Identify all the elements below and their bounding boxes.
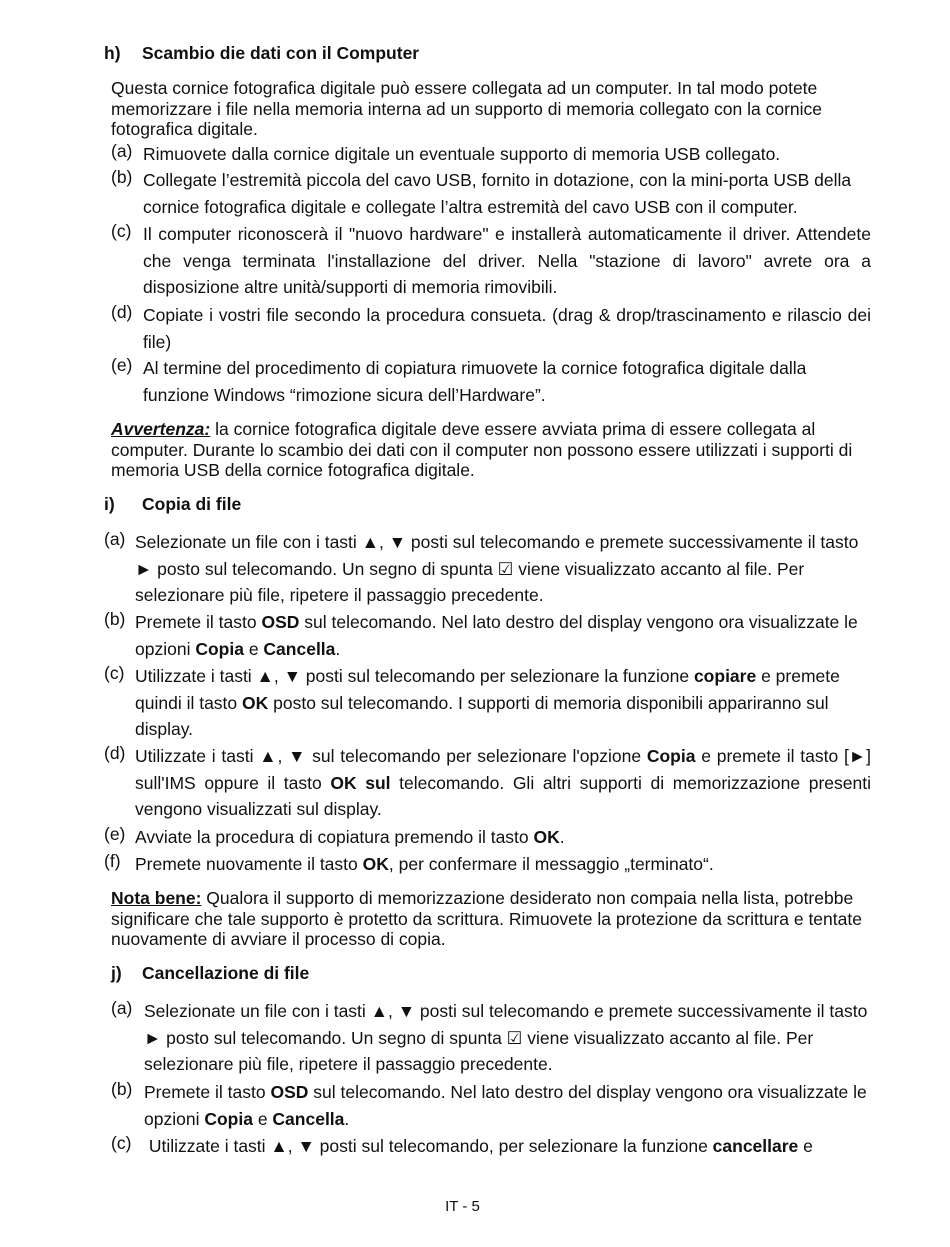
list-item-label: (e) <box>104 824 126 844</box>
note-text: Qualora il supporto di memorizzazione desiderato non compaia nella lista, potrebbe significare che tale supporto è protetto da scrittura. Rimuovete la protezione da scrittura e tentate nuovamente di avviare il processo di copia. <box>111 888 862 949</box>
list-item-label: (d) <box>104 743 126 763</box>
list-item-text: Utilizzate i tasti ▲, ▼ sul telecomando per selezionare l'opzione Copia e premete il tasto [►] sull'IMS oppure il tasto OK sul telecomando. Gli altri supporti di memorizzazione presenti vengono visualizzati sul display. <box>135 746 872 819</box>
list-item-text: Rimuovete dalla cornice digitale un eventuale supporto di memoria USB collegato. <box>143 144 781 164</box>
section-h-letter: h) <box>104 43 121 63</box>
list-item-text: Copiate i vostri file secondo la procedura consueta. (drag & drop/trascinamento e rilascio dei file) <box>143 305 871 352</box>
list-item-text: Premete il tasto OSD sul telecomando. Nel lato destro del display vengono ora visualizzate le opzioni Copia e Cancella. <box>135 612 858 659</box>
section-j-title: Cancellazione di file <box>142 963 310 983</box>
list-item-text: Collegate l’estremità piccola del cavo USB, fornito in dotazione, con la mini-porta USB della cornice fotografica digitale e collegate l’altra estremità del cavo USB con il computer. <box>143 170 852 217</box>
list-item-text: Il computer riconoscerà il "nuovo hardware" e installerà automaticamente il driver. Attendete che venga terminata l'installazione del driver. Nella "stazione di lavoro" avrete ora a disposizione altre unità/supporti di memoria rimovibili. <box>143 224 871 297</box>
section-j-letter: j) <box>111 963 122 983</box>
list-item-label: (b) <box>104 609 126 629</box>
list-item-label: (c) <box>104 663 125 683</box>
warning-label: Avvertenza: <box>111 419 211 439</box>
list-item-text: Utilizzate i tasti ▲, ▼ posti sul telecomando, per selezionare la funzione cancellare e <box>144 1136 813 1156</box>
list-item-text: Premete nuovamente il tasto OK, per confermare il messaggio „terminato“. <box>135 854 714 874</box>
note-label: Nota bene: <box>111 888 202 908</box>
list-item-label: (a) <box>111 998 133 1018</box>
section-h-title: Scambio die dati con il Computer <box>142 43 420 63</box>
list-item-text: Premete il tasto OSD sul telecomando. Nel lato destro del display vengono ora visualizzate le opzioni Copia e Cancella. <box>144 1082 867 1129</box>
section-h-intro: Questa cornice fotografica digitale può essere collegata ad un computer. In tal modo potete memorizzare i file nella memoria interna ad un supporto di memoria collegato con la cornice fotografica digitale. <box>111 78 823 139</box>
section-i-letter: i) <box>104 494 115 514</box>
list-item-label: (c) <box>111 1133 132 1153</box>
list-item-text: Avviate la procedura di copiatura premendo il tasto OK. <box>135 827 565 847</box>
list-item-label: (e) <box>111 355 133 375</box>
list-item-label: (b) <box>111 167 133 187</box>
list-item-label: (b) <box>111 1079 133 1099</box>
note-paragraph <box>111 888 873 950</box>
list-item-label: (d) <box>111 302 133 322</box>
list-item-text: Selezionate un file con i tasti ▲, ▼ posti sul telecomando e premete successivamente il tasto ► posto sul telecomando. Un segno di spunta ☑ viene visualizzato accanto al file. Per selezionare più file, ripetere il passaggio precedente. <box>135 532 859 605</box>
section-i-title: Copia di file <box>142 494 242 514</box>
list-item-label: (a) <box>111 141 133 161</box>
warning-text: la cornice fotografica digitale deve essere avviata prima di essere collegata al computer. Durante lo scambio dei dati con il computer non possono essere utilizzati i supporti di memoria USB della cornice fotografica digitale. <box>111 419 853 480</box>
list-item-label: (a) <box>104 529 126 549</box>
list-item-text: Utilizzate i tasti ▲, ▼ posti sul telecomando per selezionare la funzione copiare e premete quindi il tasto OK posto sul telecomando. I supporti di memoria disponibili appariranno sul display. <box>135 666 840 739</box>
page-number: IT - 5 <box>445 1198 480 1215</box>
list-item-label: (c) <box>111 221 132 241</box>
list-item-label: (f) <box>104 851 121 871</box>
list-item-text: Al termine del procedimento di copiatura rimuovete la cornice fotografica digitale dalla funzione Windows “rimozione sicura dell’Hardware”. <box>143 358 807 405</box>
list-item-text: Selezionate un file con i tasti ▲, ▼ posti sul telecomando e premete successivamente il tasto ► posto sul telecomando. Un segno di spunta ☑ viene visualizzato accanto al file. Per selezionare più file, ripetere il passaggio precedente. <box>144 1001 868 1074</box>
warning-paragraph <box>111 419 873 481</box>
